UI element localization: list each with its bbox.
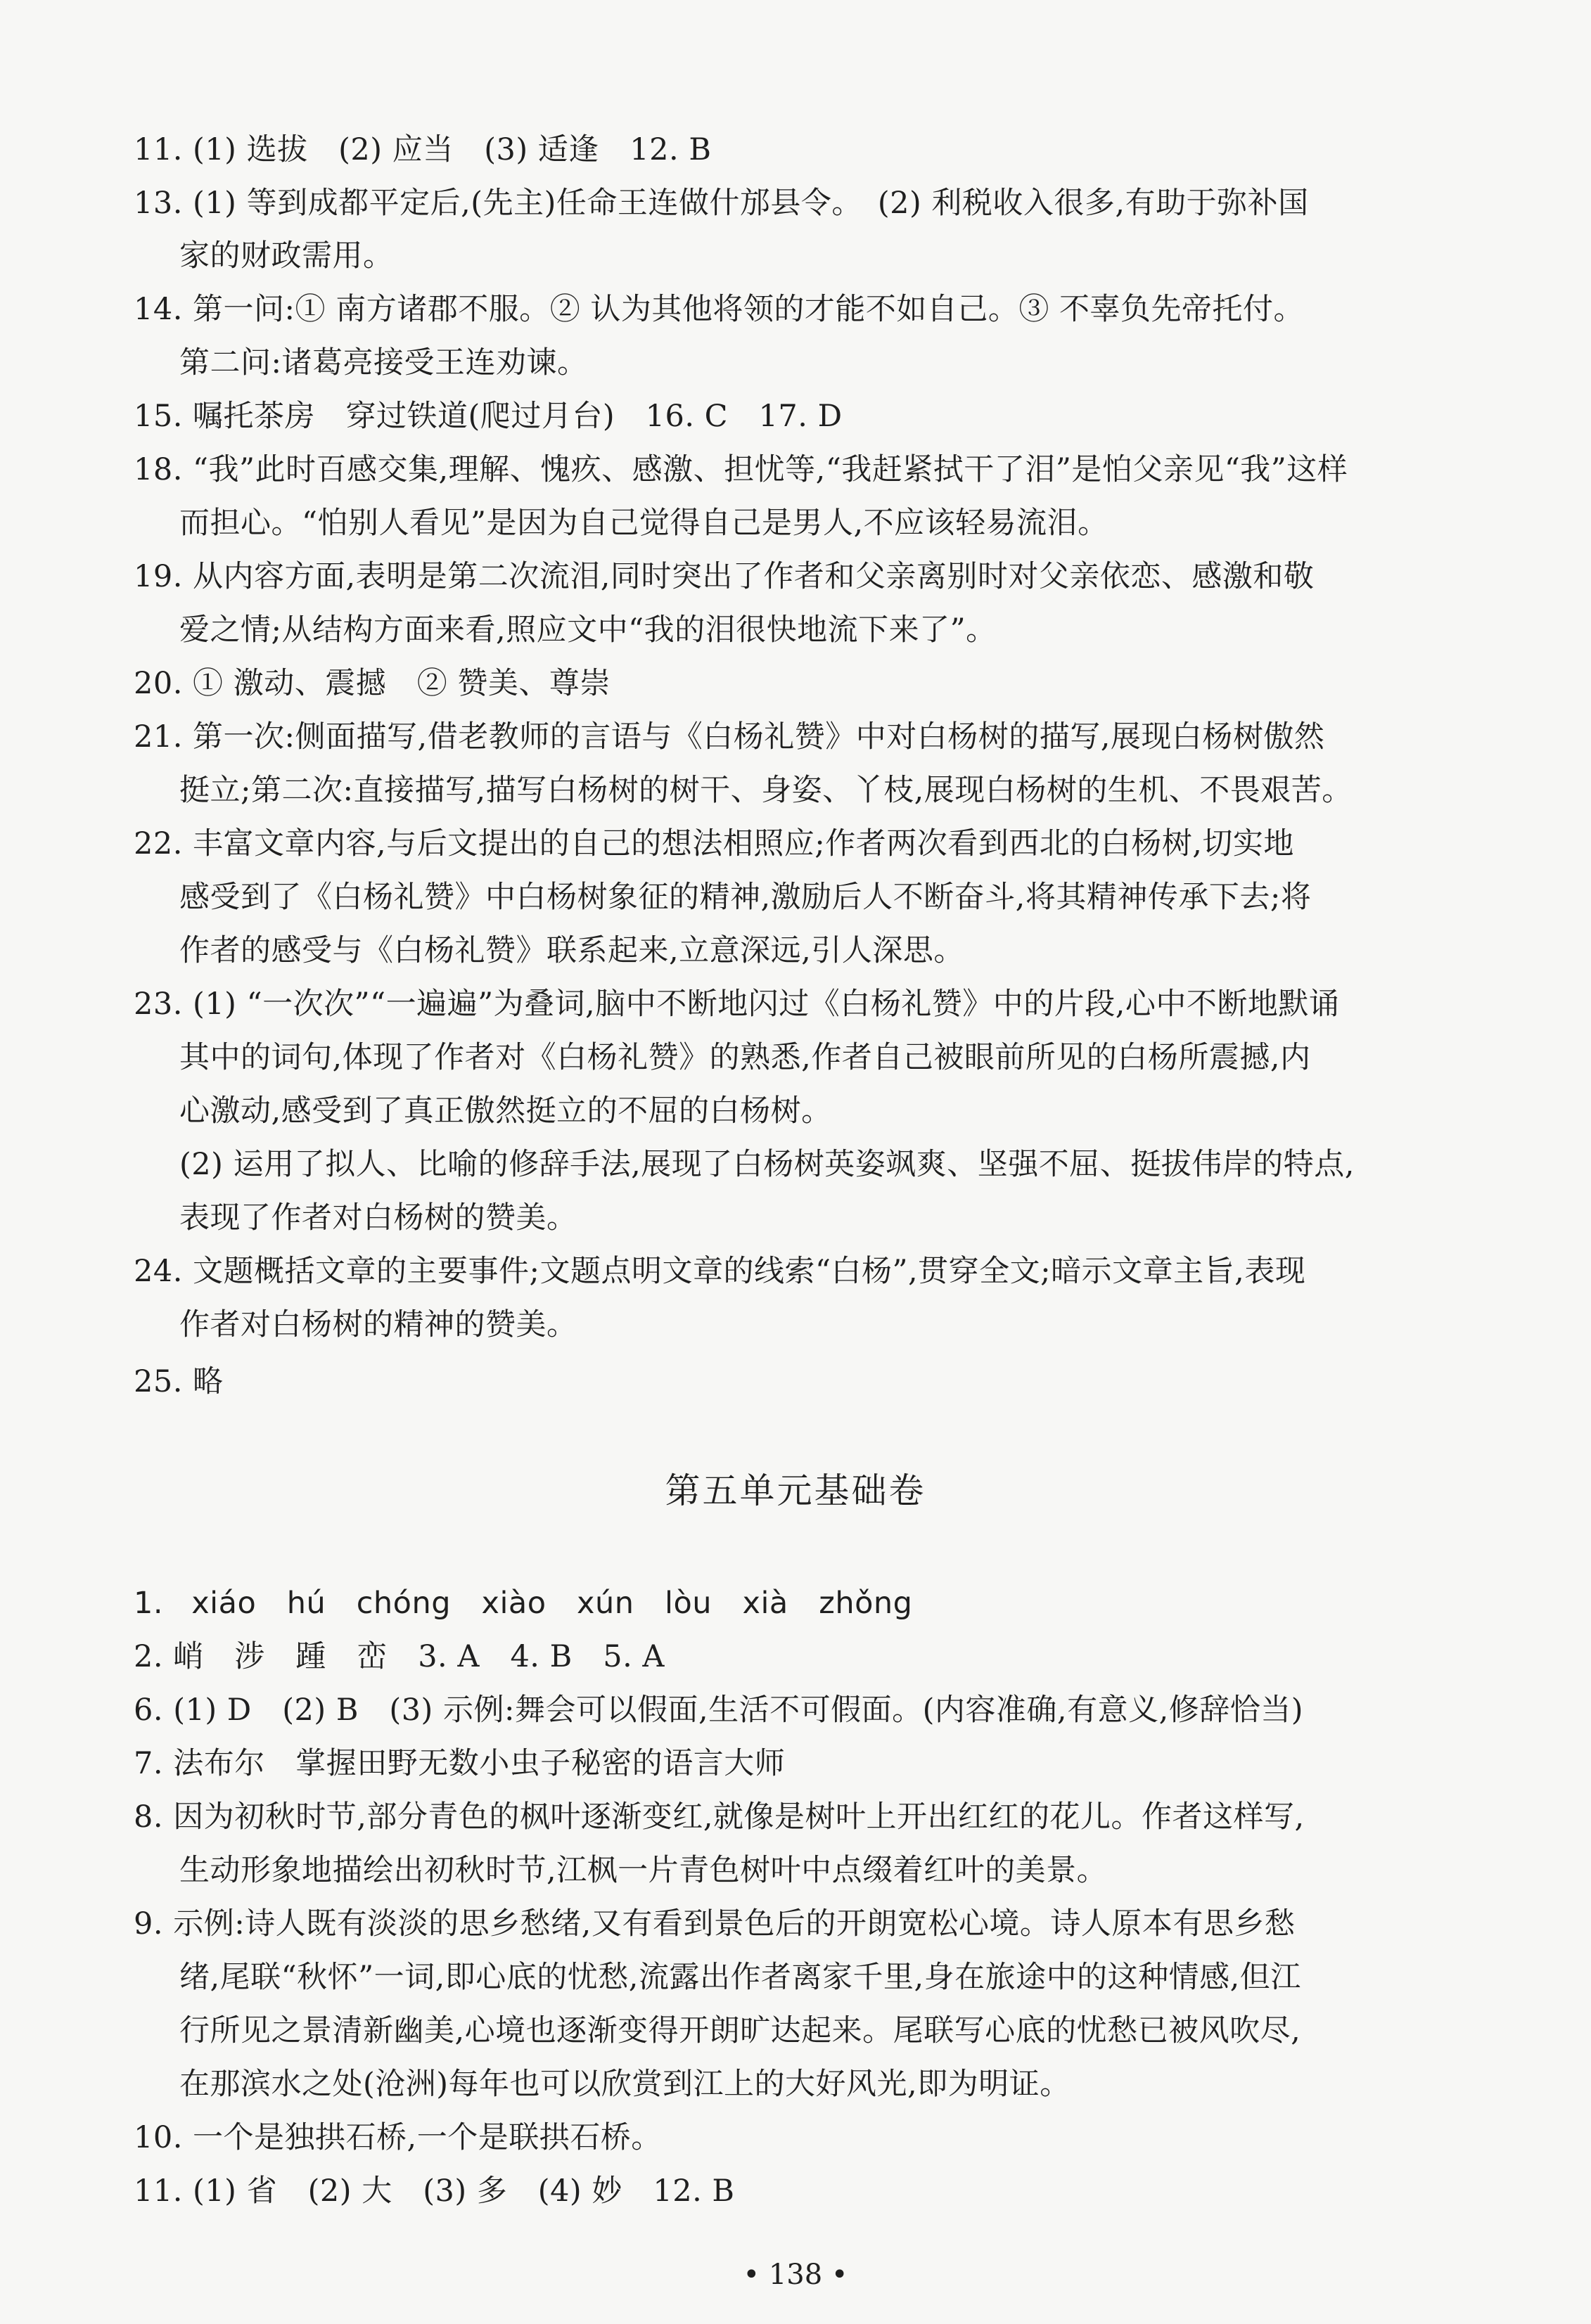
unit5-answer-10: 10. 一个是独拱石桥,一个是联拱石桥。: [134, 2120, 662, 2155]
page-number: • 138 •: [743, 2259, 848, 2291]
answer-14: 14. 第一问:① 南方诸郡不服。② 认为其他将领的才能不如自己。③ 不辜负先帝托付。: [134, 292, 1305, 327]
answer-23: 23. (1) “一次次”“一遍遍”为叠词,脑中不断地闪过《白杨礼赞》中的片段,心中不断地默诵: [134, 987, 1340, 1022]
answer-23-cont-1: 其中的词句,体现了作者对《白杨礼赞》的熟悉,作者自己被眼前所见的白杨所震撼,内: [179, 1040, 1311, 1075]
unit5-answer-6: 6. (1) D (2) B (3) 示例:舞会可以假面,生活不可假面。(内容准确,有意义,修辞恰当): [134, 1693, 1304, 1728]
unit5-answer-9-cont-1: 绪,尾联“秋怀”一词,即心底的忧愁,流露出作者离家千里,身在旅途中的这种情感,但江: [179, 1960, 1301, 1995]
unit5-answer-8-cont: 生动形象地描绘出初秋时节,江枫一片青色树叶中点缀着红叶的美景。: [179, 1853, 1108, 1888]
answer-23-part2: (2) 运用了拟人、比喻的修辞手法,展现了白杨树英姿飒爽、坚强不屈、挺拔伟岸的特点,: [179, 1147, 1355, 1182]
unit5-answer-1: 1. xiáo hú chóng xiào xún lòu xià zhǒng: [134, 1586, 913, 1621]
unit5-answer-2-5: 2. 峭 涉 踵 峦 3. A 4. B 5. A: [134, 1639, 665, 1674]
answer-21-cont: 挺立;第二次:直接描写,描写白杨树的树干、身姿、丫枝,展现白杨树的生机、不畏艰苦。: [179, 773, 1353, 808]
answer-22-cont-2: 作者的感受与《白杨礼赞》联系起来,立意深远,引人深思。: [179, 933, 964, 968]
answer-25: 25. 略: [134, 1364, 224, 1399]
unit5-answer-7: 7. 法布尔 掌握田野无数小虫子秘密的语言大师: [134, 1746, 786, 1781]
unit5-answer-9-cont-3: 在那滨水之处(沧洲)每年也可以欣赏到江上的大好风光,即为明证。: [179, 2067, 1071, 2102]
answer-14-cont: 第二问:诸葛亮接受王连劝谏。: [179, 345, 588, 380]
answer-19-cont: 爱之情;从结构方面来看,照应文中“我的泪很快地流下来了”。: [179, 612, 997, 648]
answer-22: 22. 丰富文章内容,与后文提出的自己的想法相照应;作者两次看到西北的白杨树,切实地: [134, 826, 1294, 861]
answer-18: 18. “我”此时百感交集,理解、愧疚、感激、担忧等,“我赶紧拭干了泪”是怕父亲见“我”这样: [134, 452, 1348, 487]
answer-15: 15. 嘱托茶房 穿过铁道(爬过月台) 16. C 17. D: [134, 399, 843, 434]
answer-23-cont-2: 心激动,感受到了真正傲然挺立的不屈的白杨树。: [179, 1093, 832, 1129]
answer-22-cont-1: 感受到了《白杨礼赞》中白杨树象征的精神,激励后人不断奋斗,将其精神传承下去;将: [179, 880, 1312, 915]
answer-21: 21. 第一次:侧面描写,借老教师的言语与《白杨礼赞》中对白杨树的描写,展现白杨树傲然: [134, 719, 1325, 755]
answer-23-part2-cont: 表现了作者对白杨树的赞美。: [179, 1200, 577, 1235]
unit5-answer-8: 8. 因为初秋时节,部分青色的枫叶逐渐变红,就像是树叶上开出红红的花儿。作者这样写,: [134, 1799, 1305, 1835]
unit5-answer-9: 9. 示例:诗人既有淡淡的思乡愁绪,又有看到景色后的开朗宽松心境。诗人原本有思乡愁: [134, 1906, 1296, 1941]
answer-18-cont: 而担心。“怕别人看见”是因为自己觉得自己是男人,不应该轻易流泪。: [179, 506, 1108, 541]
answer-24: 24. 文题概括文章的主要事件;文题点明文章的线索“白杨”,贯穿全文;暗示文章主旨,表现: [134, 1254, 1306, 1289]
unit5-answer-9-cont-2: 行所见之景清新幽美,心境也逐渐变得开朗旷达起来。尾联写心底的忧愁已被风吹尽,: [179, 2013, 1301, 2048]
answer-13: 13. (1) 等到成都平定后,(先主)任命王连做什邡县令。 (2) 利税收入很多,有助于弥补国: [134, 186, 1309, 221]
answer-19: 19. 从内容方面,表明是第二次流泪,同时突出了作者和父亲离别时对父亲依恋、感激和敬: [134, 559, 1315, 594]
answer-11: 11. (1) 选拔 (2) 应当 (3) 适逢 12. B: [134, 132, 712, 167]
section-title: 第五单元基础卷: [665, 1470, 926, 1511]
answer-13-cont: 家的财政需用。: [179, 238, 394, 274]
answer-24-cont: 作者对白杨树的精神的赞美。: [179, 1307, 577, 1342]
answer-20: 20. ① 激动、震撼 ② 赞美、尊崇: [134, 666, 611, 701]
unit5-answer-11-12: 11. (1) 省 (2) 大 (3) 多 (4) 妙 12. B: [134, 2174, 735, 2209]
